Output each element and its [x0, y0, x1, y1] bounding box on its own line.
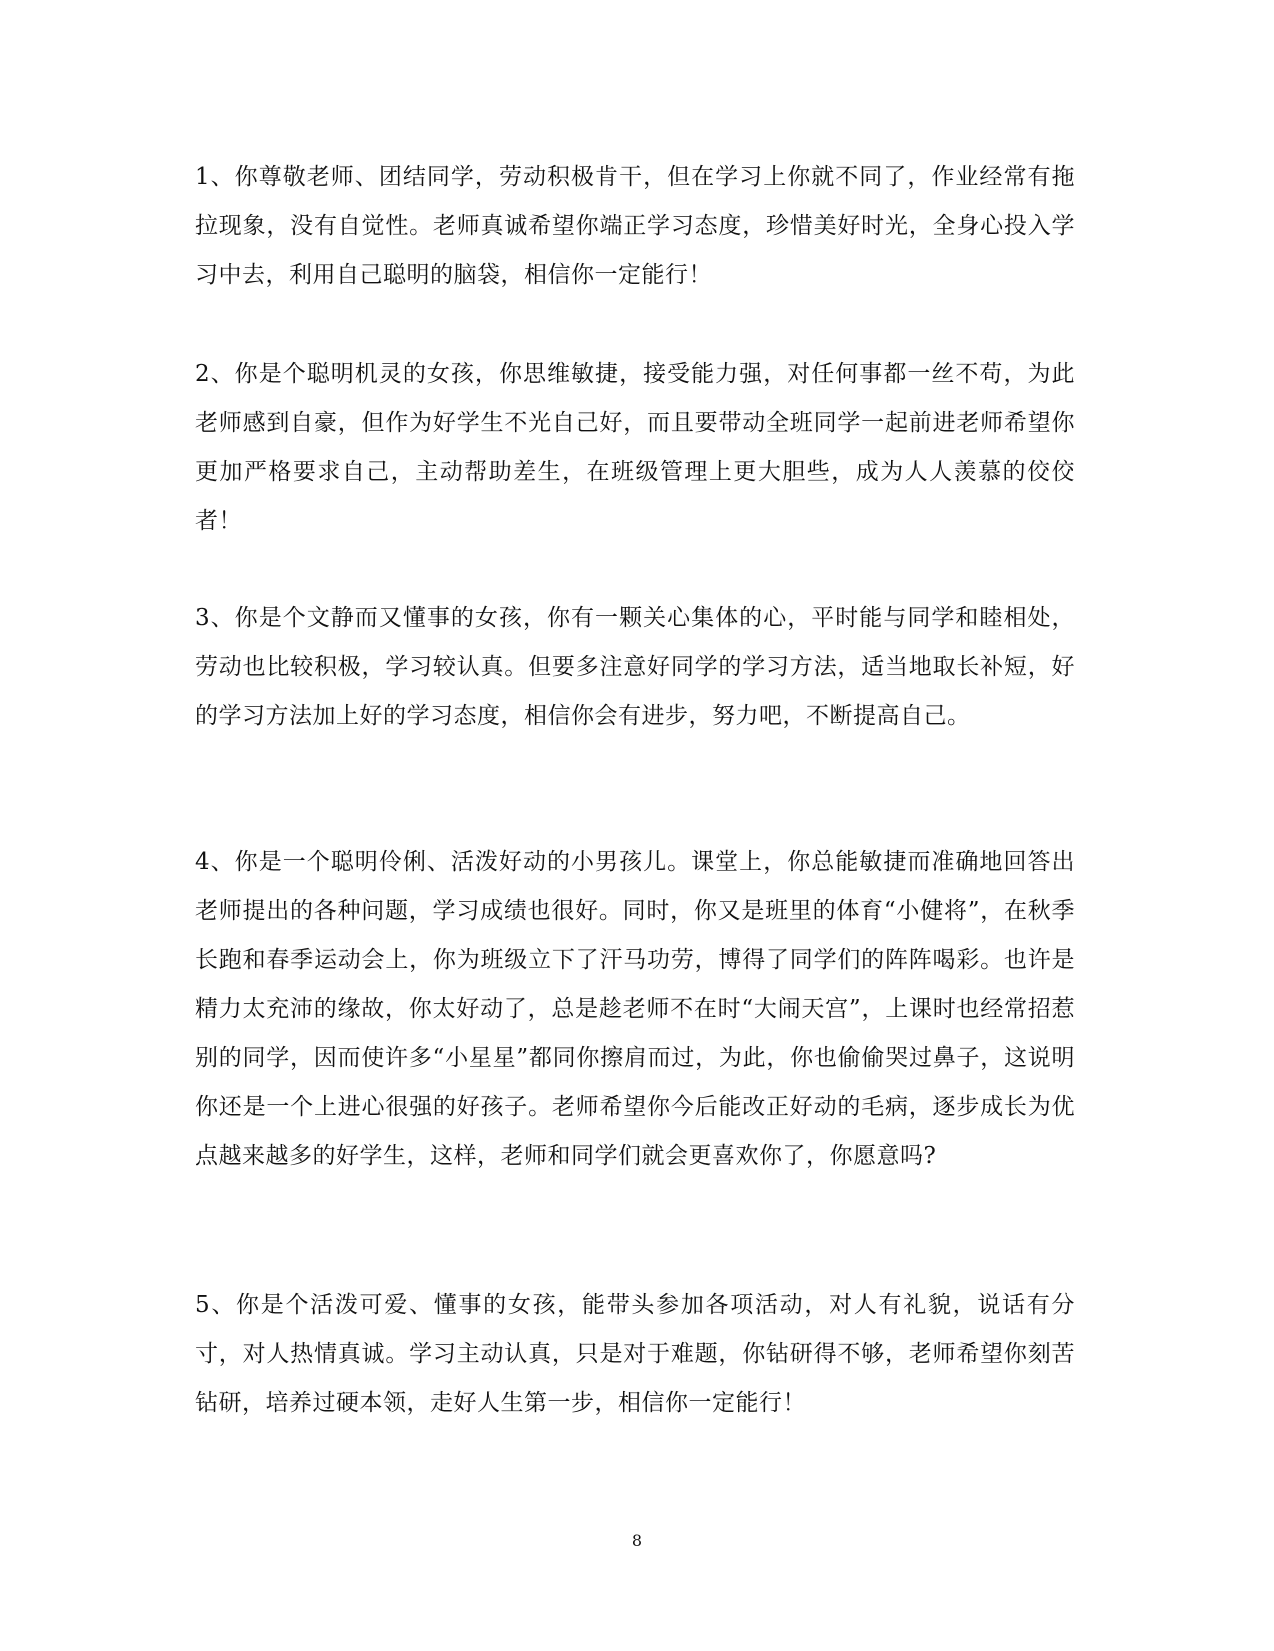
page-number: 8 [631, 1531, 643, 1550]
comment-paragraph-5: 5、你是个活泼可爱、懂事的女孩，能带头参加各项活动，对人有礼貌，说话有分寸，对人热情真诚。学习主动认真，只是对于难题，你钻研得不够，老师希望你刻苦钻研，培养过硬本领，走好人生第一步，相信你一定能行！ [195, 1292, 1075, 1416]
comment-paragraph-2: 2、你是个聪明机灵的女孩，你思维敏捷，接受能力强，对任何事都一丝不苟，为此老师感到自豪，但作为好学生不光自己好，而且要带动全班同学一起前进老师希望你更加严格要求自己，主动帮助差生，在班级管理上更大胆些，成为人人羡慕的佼佼者！ [195, 361, 1075, 534]
comment-paragraph-3: 3、你是个文静而又懂事的女孩，你有一颗关心集体的心，平时能与同学和睦相处，劳动也比较积极，学习较认真。但要多注意好同学的学习方法，适当地取长补短，好的学习方法加上好的学习态度，相信你会有进步，努力吧，不断提高自己。 [195, 605, 1075, 729]
comment-paragraph-4: 4、你是一个聪明伶俐、活泼好动的小男孩儿。课堂上，你总能敏捷而准确地回答出老师提出的各种问题，学习成绩也很好。同时，你又是班里的体育“小健将”，在秋季长跑和春季运动会上，你为班级立下了汗马功劳，博得了同学们的阵阵喝彩。也许是精力太充沛的缘故，你太好动了，总是趁老师不在时“大闹天宫”，上课时也经常招惹别的同学，因而使许多“小星星”都同你擦肩而过，为此，你也偷偷哭过鼻子，这说明你还是一个上进心很强的好孩子。老师希望你今后能改正好动的毛病，逐步成长为优点越来越多的好学生，这样，老师和同学们就会更喜欢你了，你愿意吗? [195, 849, 1075, 1169]
comment-paragraph-1: 1、你尊敬老师、团结同学，劳动积极肯干，但在学习上你就不同了，作业经常有拖拉现象，没有自觉性。老师真诚希望你端正学习态度，珍惜美好时光，全身心投入学习中去，利用自己聪明的脑袋，相信你一定能行！ [195, 164, 1075, 288]
